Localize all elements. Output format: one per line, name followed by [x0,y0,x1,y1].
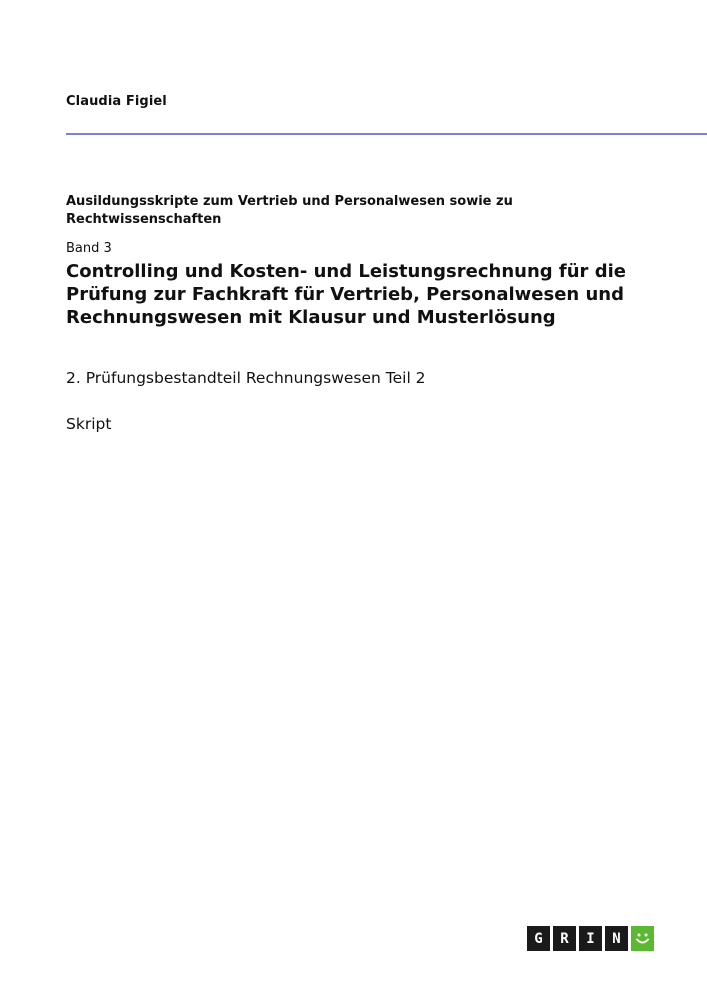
logo-letter-r: R [553,926,576,951]
author-name: Claudia Figiel [66,94,167,109]
publisher-logo [527,926,654,951]
smile-icon [631,926,654,951]
volume-label: Band 3 [66,241,112,256]
logo-letter-g: G [527,926,550,951]
book-title: Controlling und Kosten- und Leistungsrechnung für die Prüfung zur Fachkraft für Vertrieb, Personalwesen und Rechnungswesen mit Klausur und Musterlösung [66,261,626,328]
series-title: Ausildungsskripte zum Vertrieb und Personalwesen sowie zu Rechtwissenschaften [66,194,513,227]
document-type: Skript [66,415,112,433]
book-subtitle: 2. Prüfungsbestandteil Rechnungswesen Teil 2 [66,369,426,387]
logo-letter-n: N [605,926,628,951]
logo-letter-i: I [579,926,602,951]
header-divider [66,133,707,135]
